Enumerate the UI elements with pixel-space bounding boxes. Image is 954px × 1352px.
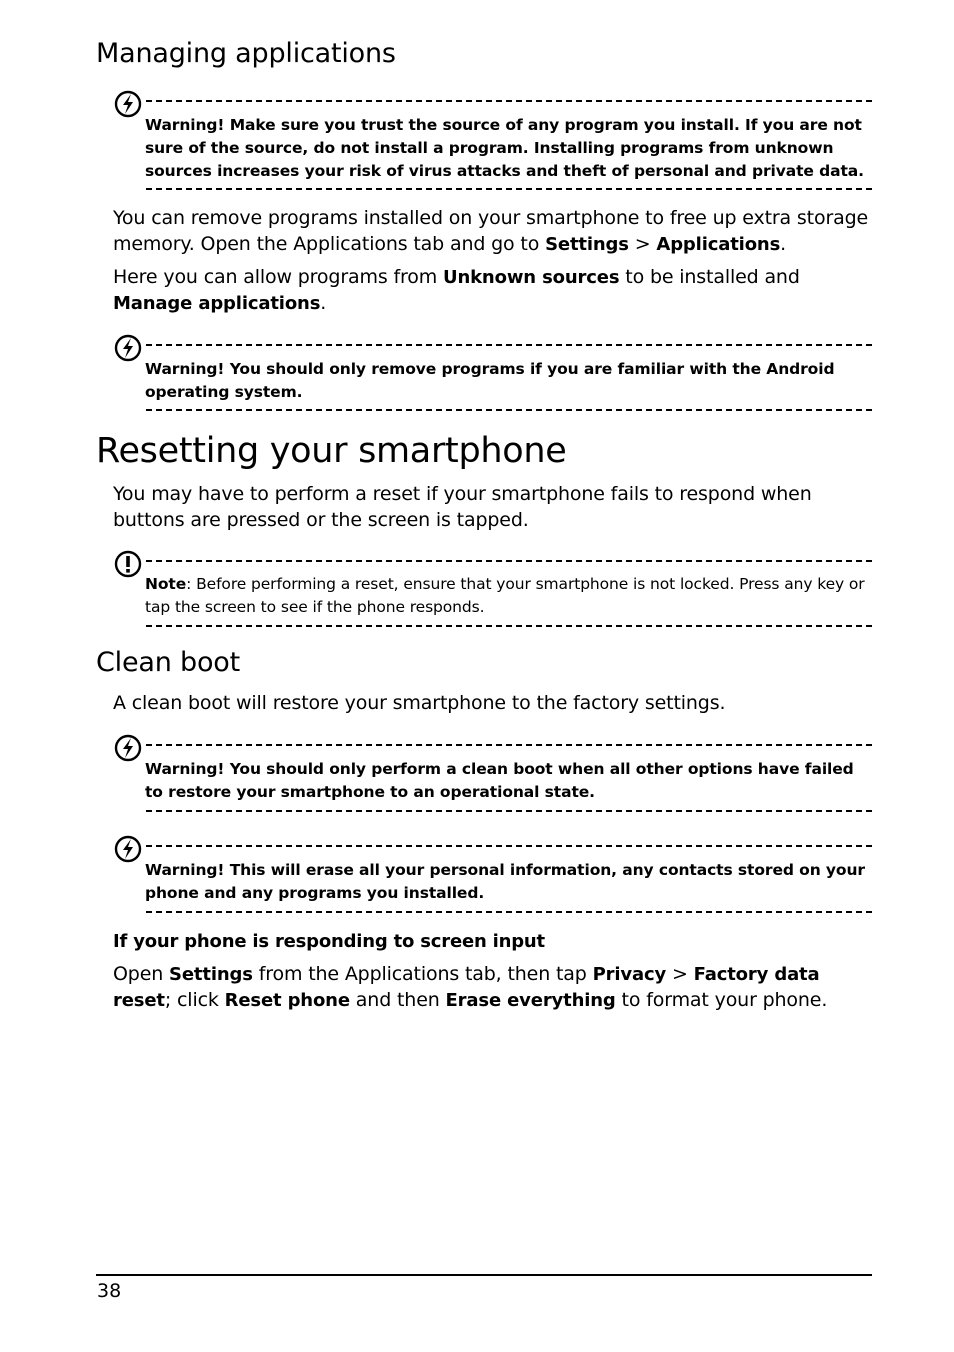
- warning-box-remove-programs: [112, 332, 872, 414]
- section-heading-resetting: Resetting your smartphone: [96, 431, 567, 471]
- ui-term-applications: Applications: [656, 233, 781, 255]
- ui-term-erase-everything: Erase everything: [445, 989, 616, 1011]
- dashed-divider: [146, 344, 872, 346]
- ui-term-reset-phone: Reset phone: [224, 989, 350, 1011]
- footer-divider: [96, 1274, 872, 1276]
- note-label: Note: [145, 575, 187, 593]
- warning-lightning-icon: [112, 732, 144, 764]
- paragraph-factory-reset-steps: Open Settings from the Applications tab, then tap Privacy > Factory data reset; click Reset phone and then Erase everything to format your phone.: [113, 963, 828, 1011]
- subheading-screen-input: If your phone is responding to screen input: [113, 931, 545, 952]
- warning-text: Warning! Make sure you trust the source of any program you install. If you are not sure of the source, do not install a program. Installing programs from unknown sources increases your risk of virus attacks and theft of personal and private data.: [145, 116, 864, 180]
- page-number: 38: [97, 1280, 122, 1302]
- section-heading-managing-applications: Managing applications: [96, 38, 396, 69]
- ui-term-settings: Settings: [545, 233, 629, 255]
- ui-term-factory-data-reset: Factory data reset: [113, 964, 820, 1011]
- paragraph-reset-intro: You may have to perform a reset if your smartphone fails to respond when buttons are pressed or the screen is tapped.: [113, 483, 812, 531]
- dashed-divider: [146, 100, 872, 102]
- dashed-divider: [146, 560, 872, 562]
- paragraph-unknown-sources: Here you can allow programs from Unknown sources to be installed and Manage applications.: [113, 266, 800, 314]
- warning-text: Warning! This will erase all your personal information, any contacts stored on your phone and any programs you installed.: [145, 861, 865, 902]
- paragraph-remove-programs: You can remove programs installed on your smartphone to free up extra storage memory. Open the Applications tab and go to Settings > Applications.: [113, 207, 869, 255]
- warning-box-erase-data: [112, 833, 872, 917]
- dashed-divider: [146, 744, 872, 746]
- note-exclamation-icon: [112, 548, 144, 580]
- dashed-divider: [146, 845, 872, 847]
- ui-term-unknown-sources: Unknown sources: [442, 267, 620, 288]
- dashed-divider: [146, 409, 872, 411]
- warning-lightning-icon: [112, 833, 144, 865]
- dashed-divider: [146, 911, 872, 913]
- warning-text: Warning! You should only perform a clean boot when all other options have failed to restore your smartphone to an operational state.: [145, 760, 854, 801]
- warning-box-untrusted-source: [112, 88, 872, 192]
- warning-lightning-icon: [112, 88, 144, 120]
- warning-lightning-icon: [112, 332, 144, 364]
- paragraph-clean-boot-intro: A clean boot will restore your smartphone to the factory settings.: [113, 692, 726, 714]
- dashed-divider: [146, 625, 872, 627]
- dashed-divider: [146, 188, 872, 190]
- warning-box-clean-boot: [112, 732, 872, 816]
- dashed-divider: [146, 810, 872, 812]
- note-box-before-reset: [112, 548, 872, 632]
- note-text: Note: Before performing a reset, ensure that your smartphone is not locked. Press any key or tap the screen to see if the phone responds.: [145, 575, 865, 616]
- ui-term-privacy: Privacy: [592, 964, 667, 985]
- ui-term-manage-applications: Manage applications: [113, 292, 321, 314]
- ui-term-settings: Settings: [169, 964, 253, 985]
- warning-text: Warning! You should only remove programs if you are familiar with the Android operating system.: [145, 360, 835, 401]
- section-heading-clean-boot: Clean boot: [96, 647, 240, 678]
